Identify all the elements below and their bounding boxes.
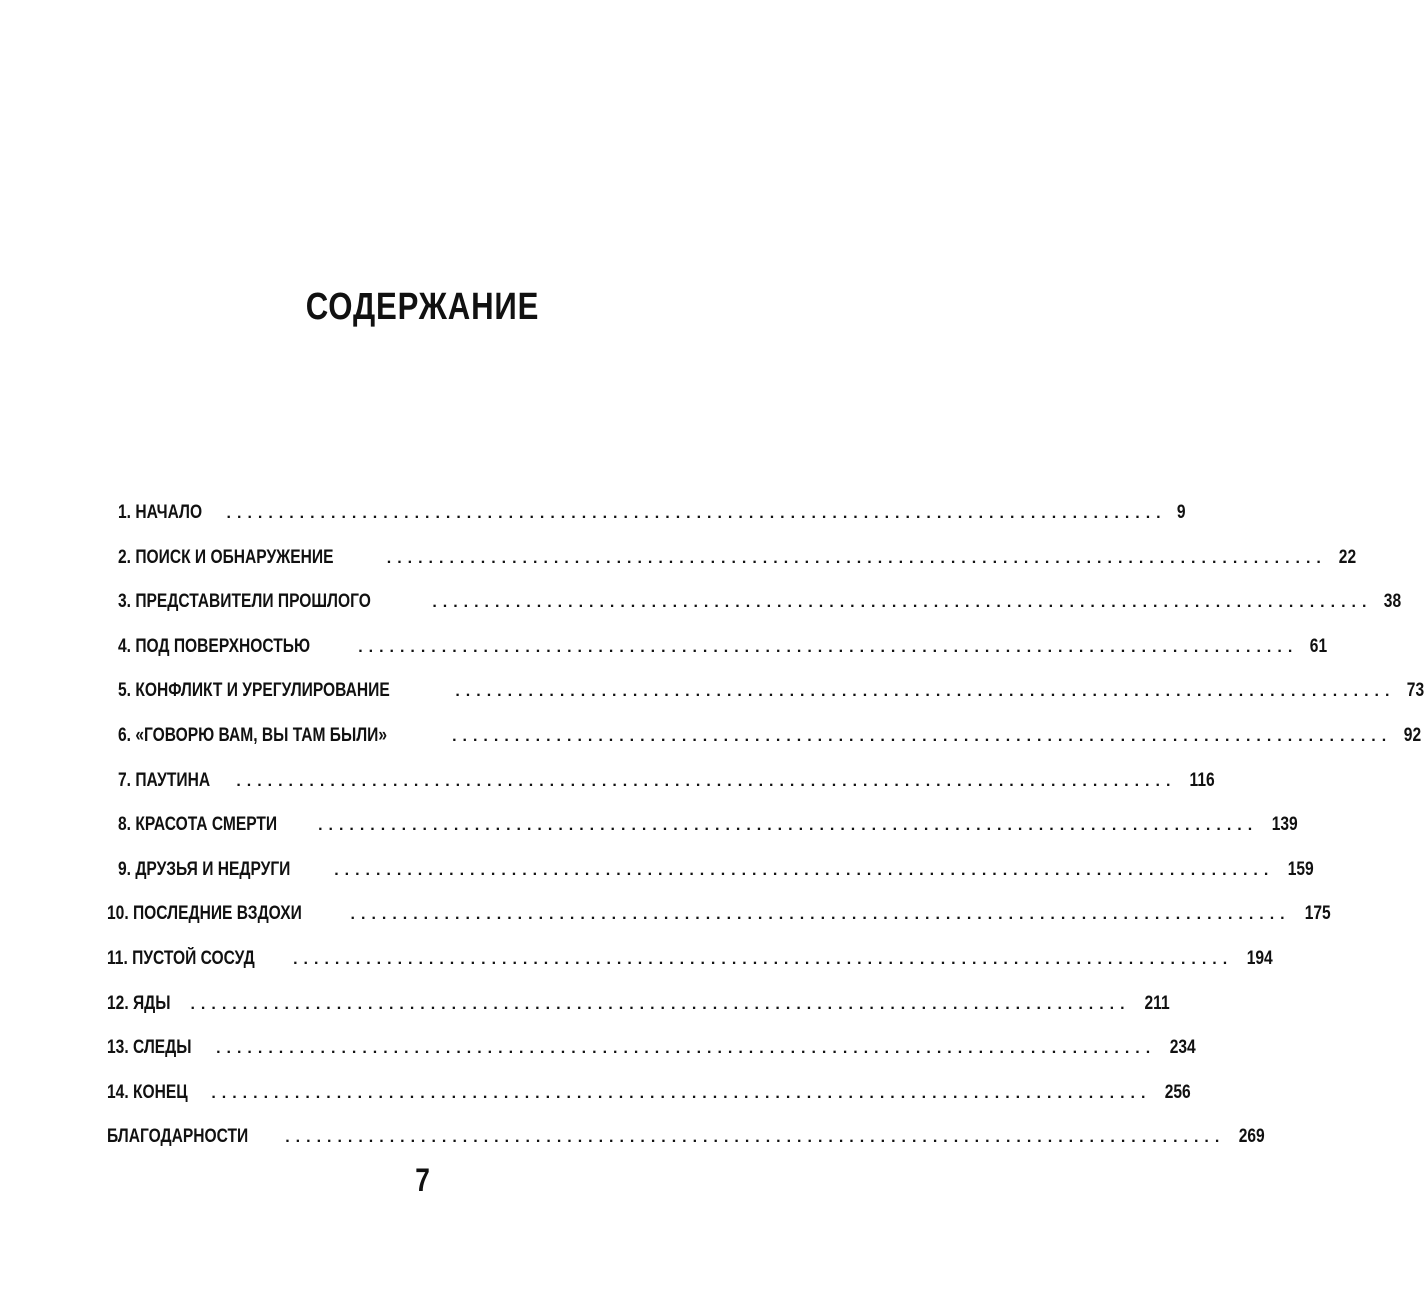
- toc-entry-page: 116: [1189, 769, 1216, 791]
- toc-leader-dots: ..........................................................................................: [358, 638, 1299, 656]
- toc-entry-page: 38: [1384, 591, 1402, 613]
- toc-entry-label: 9. ДРУЗЬЯ И НЕДРУГИ: [118, 858, 291, 880]
- toc-entry: [118, 851, 1314, 880]
- toc-entry: [118, 583, 1402, 613]
- toc-leader-dots: ..........................................................................................: [334, 861, 1275, 879]
- toc-entry-page: 256: [1165, 1081, 1192, 1103]
- toc-leader-dots: ..........................................................................................: [190, 995, 1131, 1013]
- toc-entry: [118, 672, 1425, 702]
- toc-entry: [107, 1029, 1196, 1059]
- toc-entry-label: 10. ПОСЛЕДНИЕ ВЗДОХИ: [107, 903, 302, 925]
- toc-entry-label: 8. КРАСОТА СМЕРТИ: [118, 814, 278, 836]
- toc-entry-page: 211: [1144, 992, 1170, 1014]
- toc-leader-dots: ..........................................................................................: [216, 1040, 1157, 1058]
- toc-leader-dots: ..........................................................................................: [226, 505, 1167, 522]
- toc-entry: [118, 539, 1356, 568]
- toc-entry: [107, 940, 1273, 969]
- page-title: СОДЕРЖАНИЕ: [305, 286, 540, 328]
- page-number: 7: [415, 1162, 430, 1198]
- toc-entry-page: 73: [1407, 680, 1425, 702]
- toc-leader-dots: ..........................................................................................: [432, 594, 1373, 612]
- toc-leader-dots: ..........................................................................................: [452, 728, 1393, 745]
- toc-entry-page: 194: [1246, 948, 1273, 969]
- toc-entry-label: 14. КОНЕЦ: [107, 1081, 188, 1103]
- toc-leader-dots: ..........................................................................................: [350, 906, 1291, 924]
- toc-entry: [107, 1074, 1192, 1103]
- toc-entry-label: 6. «ГОВОРЮ ВАМ, ВЫ ТАМ БЫЛИ»: [118, 725, 388, 746]
- toc-entry-page: 269: [1239, 1126, 1266, 1148]
- toc-entry: [118, 494, 1186, 523]
- toc-entry: [118, 806, 1298, 836]
- toc-entry-label: 3. ПРЕДСТАВИТЕЛИ ПРОШЛОГО: [118, 591, 371, 613]
- toc-entry-label: 4. ПОД ПОВЕРХНОСТЬЮ: [118, 635, 311, 657]
- toc-entry-page: 234: [1169, 1037, 1196, 1059]
- toc-entry-page: 61: [1310, 635, 1328, 657]
- toc-leader-dots: ..........................................................................................: [211, 1084, 1152, 1102]
- toc-entry: [107, 985, 1170, 1014]
- toc-entry-label: 12. ЯДЫ: [107, 992, 171, 1014]
- toc-entry: [118, 762, 1216, 791]
- toc-entry-label: 1. НАЧАЛО: [118, 502, 203, 523]
- toc-entry-page: 9: [1176, 502, 1186, 523]
- toc-entry-page: 22: [1338, 546, 1356, 568]
- toc-entry-label: 13. СЛЕДЫ: [107, 1037, 192, 1059]
- toc-entry-label: 5. КОНФЛИКТ И УРЕГУЛИРОВАНИЕ: [118, 680, 390, 702]
- toc-entry-page: 175: [1304, 903, 1331, 925]
- toc-entry-label: 11. ПУСТОЙ СОСУД: [107, 948, 255, 969]
- toc-entry-page: 92: [1403, 725, 1422, 746]
- toc-entry-label: 7. ПАУТИНА: [118, 769, 211, 791]
- toc-entry-label: 2. ПОИСК И ОБНАРУЖЕНИЕ: [118, 546, 334, 568]
- toc-entry: [107, 1118, 1266, 1148]
- toc-leader-dots: ..........................................................................................: [285, 1129, 1226, 1147]
- toc-leader-dots: ..........................................................................................: [293, 951, 1234, 968]
- toc-entry-page: 139: [1271, 814, 1298, 836]
- toc-leader-dots: ..........................................................................................: [386, 549, 1327, 567]
- toc-entry: [118, 717, 1422, 746]
- toc-leader-dots: ..........................................................................................: [236, 772, 1177, 790]
- toc-entry-page: 159: [1288, 858, 1314, 880]
- toc-entry-label: БЛАГОДАРНОСТИ: [107, 1126, 249, 1148]
- toc-entry: [107, 895, 1331, 925]
- toc-leader-dots: ..........................................................................................: [318, 817, 1259, 835]
- toc-leader-dots: ..........................................................................................: [455, 683, 1396, 701]
- toc-entry: [118, 628, 1328, 657]
